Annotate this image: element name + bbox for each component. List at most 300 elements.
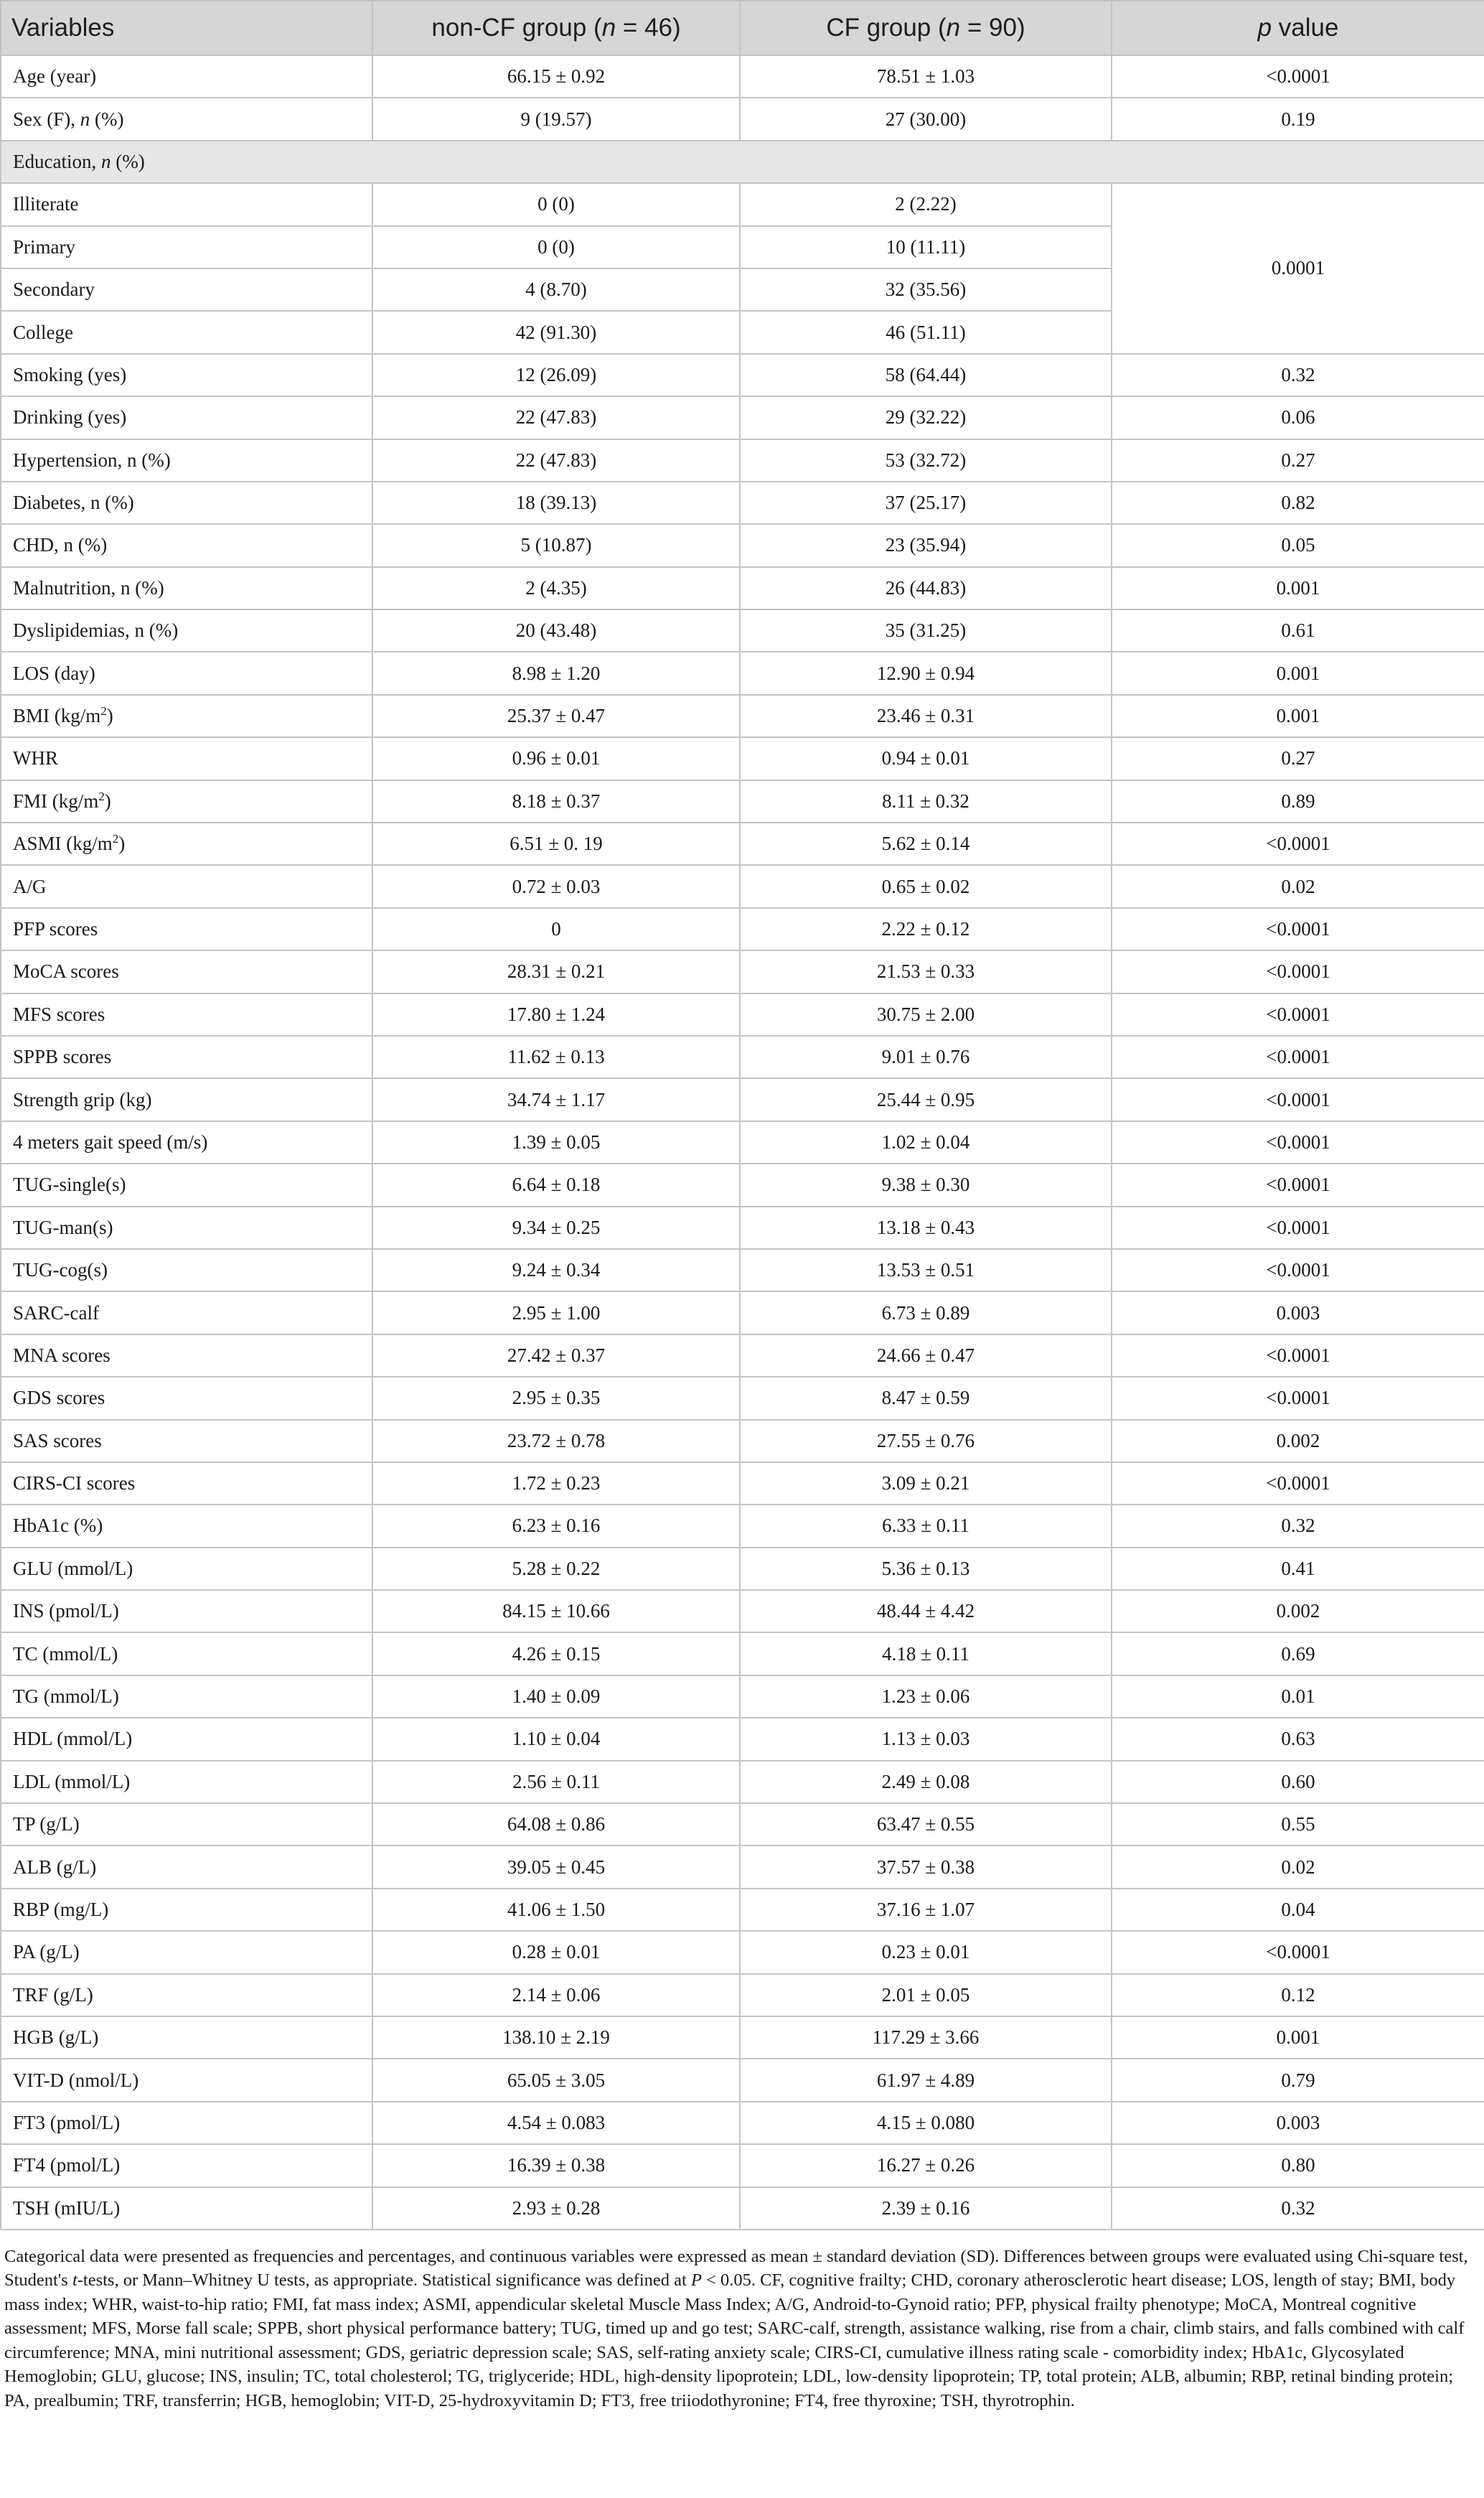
- header-p-value: [1112, 1, 1484, 55]
- header-noncf-group: [372, 1, 740, 55]
- row-variable-text: GDS scores: [13, 1387, 105, 1409]
- row-noncf-value: 1.10 ± 0.04: [372, 1718, 740, 1760]
- table-row: [1, 2187, 1484, 2230]
- row-p-value: 0.27: [1112, 737, 1484, 780]
- row-noncf-value: 0: [372, 908, 740, 950]
- row-noncf-value: 2 (4.35): [372, 567, 740, 609]
- row-cf-value: 23 (35.94): [740, 524, 1112, 566]
- header-cf-n: n: [946, 14, 961, 42]
- sex-label-n: n: [80, 108, 90, 130]
- row-variable-text: ASMI (kg/m: [13, 833, 113, 855]
- row-variable: [1, 1889, 372, 1931]
- row-noncf-value: 1.72 ± 0.23: [372, 1462, 740, 1505]
- row-noncf-value: 5 (10.87): [372, 524, 740, 566]
- row-cf-value: 37 (25.17): [740, 482, 1112, 524]
- row-variable-text: TSH (mIU/L): [13, 2197, 121, 2219]
- row-variable-text: TP (g/L): [13, 1813, 80, 1835]
- row-p-value: 0.02: [1112, 865, 1484, 907]
- row-cf-value: 2 (2.22): [740, 183, 1112, 225]
- row-variable-text: TRF (g/L): [13, 1983, 93, 2006]
- table-row: [1, 482, 1484, 524]
- row-p-value: <0.0001: [1112, 55, 1484, 98]
- row-cf-value: 37.57 ± 0.38: [740, 1846, 1112, 1888]
- row-p-value: 0.89: [1112, 780, 1484, 823]
- row-noncf-value: 28.31 ± 0.21: [372, 950, 740, 993]
- row-variable-text: GLU (mmol/L): [13, 1557, 133, 1579]
- row-variable: [1, 2102, 372, 2144]
- row-variable: [1, 1675, 372, 1718]
- header-noncf-prefix: non-CF group (: [431, 14, 602, 42]
- row-noncf-value: 0 (0): [372, 226, 740, 268]
- education-label-n: n: [100, 150, 111, 172]
- table-row: [1, 1249, 1484, 1291]
- row-p-value: 0.61: [1112, 609, 1484, 652]
- footnote-part3: < 0.05. CF, cognitive frailty; CHD, coronary atherosclerotic heart disease; LOS, length of stay; BMI, body mass index; WHR, waist-to-hip ratio; FMI, fat mass index; ASMI, appendicular skeletal Muscle Mass Index; A/G, Android-to-Gynoid ratio; PFP, physical frailty phenotype; MoCA, Montreal cognitive assessment; MFS, Morse fall scale; SPPB, short physical performance battery; TUG, timed up and go test; SARC-calf, strength, assistance walking, rise from a chair, climb stairs, and falls combined with calf circumference; MNA, mini nutritional assessment; GDS, geriatric depression scale; SAS, self-rating anxiety scale; CIRS-CI, cumulative illness rating scale - comorbidity index; HbA1c, Glycosylated Hemoglobin; GLU, glucose; INS, insulin; TC, total cholesterol; TG, triglyceride; HDL, high-density lipoprotein; LDL, low-density lipoprotein; TP, total protein; ALB, albumin; RBP, retinal binding protein; PA, prealbumin; TRF, transferrin; HGB, hemoglobin; VIT-D, 25-hydroxyvitamin D; FT3, free triiodothyronine; FT4, free thyroxine; TSH, thyrotrophin.: [4, 2270, 1465, 2410]
- row-p-value: 0.002: [1112, 1590, 1484, 1632]
- row-variable-text: SAS scores: [13, 1429, 102, 1451]
- row-cf-value: 16.27 ± 0.26: [740, 2144, 1112, 2186]
- row-noncf-value: 64.08 ± 0.86: [372, 1803, 740, 1846]
- row-p-value: <0.0001: [1112, 993, 1484, 1036]
- row-variable: [1, 1249, 372, 1291]
- row-cf-value: 25.44 ± 0.95: [740, 1078, 1112, 1121]
- row-noncf-value: 9 (19.57): [372, 98, 740, 140]
- table-row: [1, 1846, 1484, 1888]
- row-cf-value: 78.51 ± 1.03: [740, 55, 1112, 98]
- table-row: [1, 1207, 1484, 1249]
- row-cf-value: 53 (32.72): [740, 439, 1112, 482]
- row-noncf-value: 4 (8.70): [372, 268, 740, 311]
- table-row: [1, 1548, 1484, 1590]
- row-variable-text: FT3 (pmol/L): [13, 2111, 121, 2133]
- row-variable: [1, 1036, 372, 1078]
- row-noncf-value: 1.40 ± 0.09: [372, 1675, 740, 1718]
- table-row: [1, 695, 1484, 737]
- row-noncf-value: 0.96 ± 0.01: [372, 737, 740, 780]
- row-noncf-value: 6.64 ± 0.18: [372, 1164, 740, 1206]
- row-cf-value: 13.18 ± 0.43: [740, 1207, 1112, 1249]
- row-p-value: <0.0001: [1112, 908, 1484, 950]
- table-row: [1, 98, 1484, 140]
- row-variable-text: WHR: [13, 747, 58, 769]
- table-row: [1, 1590, 1484, 1632]
- row-variable-text: MoCA scores: [13, 960, 119, 983]
- row-variable-text: MFS scores: [13, 1003, 105, 1025]
- table-row: [1, 183, 1484, 225]
- table-row: [1, 950, 1484, 993]
- row-variable-suffix: ): [118, 833, 126, 855]
- row-p-value: 0.05: [1112, 524, 1484, 566]
- row-noncf-value: 12 (26.09): [372, 354, 740, 396]
- table-row: [1, 1164, 1484, 1206]
- row-variable-text: HGB (g/L): [13, 2026, 99, 2049]
- table-row: [1, 652, 1484, 694]
- row-noncf-value: 9.34 ± 0.25: [372, 1207, 740, 1249]
- row-variable: [1, 2016, 372, 2059]
- row-variable-text: TUG-cog(s): [13, 1259, 108, 1281]
- row-variable: College: [1, 311, 372, 353]
- row-cf-value: 8.47 ± 0.59: [740, 1377, 1112, 1419]
- row-p-value: 0.001: [1112, 2016, 1484, 2059]
- row-noncf-value: 23.72 ± 0.78: [372, 1420, 740, 1462]
- footnote-p: P: [690, 2270, 702, 2291]
- header-noncf-suffix: = 46): [616, 14, 681, 42]
- row-noncf-value: 6.23 ± 0.16: [372, 1505, 740, 1547]
- row-noncf-value: 4.54 ± 0.083: [372, 2102, 740, 2144]
- row-p-value: <0.0001: [1112, 1249, 1484, 1291]
- row-noncf-value: 20 (43.48): [372, 609, 740, 652]
- table-row: [1, 1078, 1484, 1121]
- row-p-value: <0.0001: [1112, 823, 1484, 865]
- row-variable: [1, 1718, 372, 1760]
- row-p-value: 0.80: [1112, 2144, 1484, 2186]
- header-variables: Variables: [1, 1, 372, 55]
- row-cf-value: 26 (44.83): [740, 567, 1112, 609]
- footnote-part1: Categorical data were presented as frequencies and percentages, and continuous variables were expressed as mean ± standard deviation (SD). Differences between groups were evaluated using Chi-square test, Student's: [4, 2246, 1468, 2291]
- footnote-part2: -tests, or Mann–Whitney U tests, as appropriate. Statistical significance was defined at: [77, 2270, 691, 2291]
- row-variable-text: BMI (kg/m: [13, 705, 101, 727]
- row-cf-value: 6.73 ± 0.89: [740, 1291, 1112, 1334]
- row-variable: [1, 993, 372, 1036]
- row-variable: [1, 1761, 372, 1803]
- row-noncf-value: 27.42 ± 0.37: [372, 1334, 740, 1377]
- row-variable: [1, 2059, 372, 2101]
- row-variable-text: A/G: [13, 875, 47, 897]
- row-variable-text: TUG-single(s): [13, 1174, 126, 1196]
- row-p-value: 0.19: [1112, 98, 1484, 140]
- table-body: [1, 55, 1484, 2230]
- row-p-value: 0.79: [1112, 2059, 1484, 2101]
- row-cf-value: 13.53 ± 0.51: [740, 1249, 1112, 1291]
- row-variable-text: INS (pmol/L): [13, 1600, 119, 1622]
- row-noncf-value: 41.06 ± 1.50: [372, 1889, 740, 1931]
- row-variable-superscript: 2: [112, 832, 119, 846]
- row-variable-suffix: ): [106, 705, 113, 727]
- row-p-value: <0.0001: [1112, 950, 1484, 993]
- row-noncf-value: 2.95 ± 1.00: [372, 1291, 740, 1334]
- table-row: [1, 1291, 1484, 1334]
- row-cf-value: 9.01 ± 0.76: [740, 1036, 1112, 1078]
- row-cf-value: 0.23 ± 0.01: [740, 1931, 1112, 1973]
- header-noncf-n: n: [601, 14, 616, 42]
- row-cf-value: 2.49 ± 0.08: [740, 1761, 1112, 1803]
- row-p-value: 0.32: [1112, 1505, 1484, 1547]
- row-noncf-value: 0 (0): [372, 183, 740, 225]
- row-variable: [1, 823, 372, 865]
- row-p-value: 0.06: [1112, 396, 1484, 439]
- table-row: [1, 1761, 1484, 1803]
- row-p-value: 0.02: [1112, 1846, 1484, 1888]
- row-cf-value: 1.23 ± 0.06: [740, 1675, 1112, 1718]
- row-p-value: 0.001: [1112, 567, 1484, 609]
- table-row: [1, 780, 1484, 823]
- row-p-value: 0.60: [1112, 1761, 1484, 1803]
- row-variable: Illiterate: [1, 183, 372, 225]
- header-p-suffix: value: [1272, 14, 1339, 42]
- row-variable-text: 4 meters gait speed (m/s): [13, 1131, 208, 1153]
- row-p-value: 0.04: [1112, 1889, 1484, 1931]
- education-label-prefix: Education,: [13, 150, 101, 172]
- education-section-row: [1, 141, 1484, 183]
- row-cf-value: 27 (30.00): [740, 98, 1112, 140]
- row-variable: [1, 1377, 372, 1419]
- row-variable-text: RBP (mg/L): [13, 1898, 109, 1920]
- row-cf-value: 8.11 ± 0.32: [740, 780, 1112, 823]
- table-row: [1, 865, 1484, 907]
- row-cf-value: 1.13 ± 0.03: [740, 1718, 1112, 1760]
- row-variable-text: TC (mmol/L): [13, 1642, 118, 1665]
- row-variable-text: VIT-D (nmol/L): [13, 2069, 139, 2091]
- table-row: [1, 354, 1484, 396]
- table-row: [1, 993, 1484, 1036]
- row-cf-value: 9.38 ± 0.30: [740, 1164, 1112, 1206]
- table-row: [1, 1377, 1484, 1419]
- row-variable: [1, 1121, 372, 1164]
- row-cf-value: 48.44 ± 4.42: [740, 1590, 1112, 1632]
- table-row: [1, 1036, 1484, 1078]
- row-variable: [1, 396, 372, 439]
- row-variable-text: SARC-calf: [13, 1301, 99, 1324]
- table-row: [1, 2016, 1484, 2059]
- row-cf-value: 0.94 ± 0.01: [740, 737, 1112, 780]
- row-p-value: 0.63: [1112, 1718, 1484, 1760]
- row-noncf-value: 34.74 ± 1.17: [372, 1078, 740, 1121]
- row-variable-text: LDL (mmol/L): [13, 1770, 131, 1792]
- row-variable-text: PFP scores: [13, 918, 98, 940]
- row-p-value: <0.0001: [1112, 1036, 1484, 1078]
- row-noncf-value: 0.28 ± 0.01: [372, 1931, 740, 1973]
- row-variable: [1, 695, 372, 737]
- row-variable: Primary: [1, 226, 372, 268]
- row-cf-value: 2.22 ± 0.12: [740, 908, 1112, 950]
- row-variable: [1, 567, 372, 609]
- row-variable: [1, 1505, 372, 1547]
- sex-label-suffix: (%): [90, 108, 124, 130]
- row-p-value: 0.55: [1112, 1803, 1484, 1846]
- table-row: [1, 1889, 1484, 1931]
- row-variable-text: Smoking (yes): [13, 363, 127, 385]
- row-variable: [1, 1334, 372, 1377]
- row-p-value: <0.0001: [1112, 1377, 1484, 1419]
- row-cf-value: 46 (51.11): [740, 311, 1112, 353]
- row-cf-value: 29 (32.22): [740, 396, 1112, 439]
- table-row: [1, 1334, 1484, 1377]
- row-p-value: 0.003: [1112, 2102, 1484, 2144]
- row-variable: [1, 2187, 372, 2230]
- row-variable-text: PA (g/L): [13, 1941, 80, 1963]
- row-p-value: 0.27: [1112, 439, 1484, 482]
- row-p-value: 0.32: [1112, 2187, 1484, 2230]
- row-variable-superscript: 2: [98, 789, 105, 803]
- row-cf-value: 37.16 ± 1.07: [740, 1889, 1112, 1931]
- table-row: [1, 55, 1484, 98]
- row-p-value: <0.0001: [1112, 1334, 1484, 1377]
- row-p-value: 0.32: [1112, 354, 1484, 396]
- row-variable: [1, 1974, 372, 2016]
- row-noncf-value: 4.26 ± 0.15: [372, 1632, 740, 1675]
- row-variable: [1, 780, 372, 823]
- table-row: [1, 439, 1484, 482]
- row-variable: [1, 652, 372, 694]
- row-variable-text: LOS (day): [13, 662, 95, 684]
- row-variable: [1, 482, 372, 524]
- row-p-value: 0.82: [1112, 482, 1484, 524]
- row-noncf-value: 5.28 ± 0.22: [372, 1548, 740, 1590]
- row-noncf-value: 2.14 ± 0.06: [372, 1974, 740, 2016]
- row-p-value: 0.001: [1112, 652, 1484, 694]
- row-variable: [1, 1078, 372, 1121]
- row-cf-value: 35 (31.25): [740, 609, 1112, 652]
- row-variable: [1, 1803, 372, 1846]
- row-p-value: <0.0001: [1112, 1078, 1484, 1121]
- row-noncf-value: 0.72 ± 0.03: [372, 865, 740, 907]
- footnote-t: t: [72, 2270, 78, 2291]
- row-variable: [1, 98, 372, 140]
- row-cf-value: 27.55 ± 0.76: [740, 1420, 1112, 1462]
- row-cf-value: 63.47 ± 0.55: [740, 1803, 1112, 1846]
- row-cf-value: 30.75 ± 2.00: [740, 993, 1112, 1036]
- table-row: [1, 1718, 1484, 1760]
- header-row: [1, 1, 1484, 55]
- table-row: [1, 567, 1484, 609]
- row-variable-text: FMI (kg/m: [13, 790, 99, 812]
- row-variable: Age (year): [1, 55, 372, 98]
- row-variable-suffix: ): [104, 790, 111, 812]
- row-variable: [1, 524, 372, 566]
- table-row: [1, 2102, 1484, 2144]
- row-variable-text: Dyslipidemias, n (%): [13, 619, 179, 642]
- row-noncf-value: 25.37 ± 0.47: [372, 695, 740, 737]
- row-variable-text: FT4 (pmol/L): [13, 2154, 121, 2176]
- row-noncf-value: 16.39 ± 0.38: [372, 2144, 740, 2186]
- row-cf-value: 4.15 ± 0.080: [740, 2102, 1112, 2144]
- row-variable-text: HbA1c (%): [13, 1515, 103, 1537]
- row-noncf-value: 18 (39.13): [372, 482, 740, 524]
- row-p-value: <0.0001: [1112, 1931, 1484, 1973]
- row-noncf-value: 17.80 ± 1.24: [372, 993, 740, 1036]
- row-cf-value: 23.46 ± 0.31: [740, 695, 1112, 737]
- row-noncf-value: 6.51 ± 0. 19: [372, 823, 740, 865]
- row-variable-text: TUG-man(s): [13, 1216, 113, 1238]
- row-noncf-value: 66.15 ± 0.92: [372, 55, 740, 98]
- row-variable: [1, 1548, 372, 1590]
- row-variable-text: Drinking (yes): [13, 406, 127, 429]
- row-cf-value: 5.62 ± 0.14: [740, 823, 1112, 865]
- table-row: [1, 524, 1484, 566]
- row-noncf-value: 2.56 ± 0.11: [372, 1761, 740, 1803]
- row-cf-value: 58 (64.44): [740, 354, 1112, 396]
- row-p-value: <0.0001: [1112, 1121, 1484, 1164]
- row-noncf-value: 22 (47.83): [372, 396, 740, 439]
- table-row: [1, 1505, 1484, 1547]
- row-variable-text: SPPB scores: [13, 1046, 112, 1068]
- row-variable: [1, 1291, 372, 1334]
- row-variable: [1, 439, 372, 482]
- row-variable: [1, 1632, 372, 1675]
- row-cf-value: 61.97 ± 4.89: [740, 2059, 1112, 2101]
- row-variable-text: HDL (mmol/L): [13, 1728, 133, 1750]
- row-noncf-value: 65.05 ± 3.05: [372, 2059, 740, 2101]
- row-noncf-value: 8.98 ± 1.20: [372, 652, 740, 694]
- row-noncf-value: 84.15 ± 10.66: [372, 1590, 740, 1632]
- row-cf-value: 2.39 ± 0.16: [740, 2187, 1112, 2230]
- table-row: [1, 2144, 1484, 2186]
- row-cf-value: 6.33 ± 0.11: [740, 1505, 1112, 1547]
- row-variable: Secondary: [1, 268, 372, 311]
- row-variable-superscript: 2: [100, 704, 107, 719]
- row-p-value: 0.003: [1112, 1291, 1484, 1334]
- row-noncf-value: 8.18 ± 0.37: [372, 780, 740, 823]
- row-noncf-value: 1.39 ± 0.05: [372, 1121, 740, 1164]
- row-noncf-value: 11.62 ± 0.13: [372, 1036, 740, 1078]
- row-noncf-value: 42 (91.30): [372, 311, 740, 353]
- row-cf-value: 3.09 ± 0.21: [740, 1462, 1112, 1505]
- row-variable: [1, 1590, 372, 1632]
- row-noncf-value: 2.95 ± 0.35: [372, 1377, 740, 1419]
- table-row: [1, 1931, 1484, 1973]
- row-variable: [1, 354, 372, 396]
- row-noncf-value: 2.93 ± 0.28: [372, 2187, 740, 2230]
- row-cf-value: 1.02 ± 0.04: [740, 1121, 1112, 1164]
- row-variable: [1, 1164, 372, 1206]
- table-row: [1, 1803, 1484, 1846]
- row-variable: [1, 1207, 372, 1249]
- row-cf-value: 0.65 ± 0.02: [740, 865, 1112, 907]
- row-p-value: <0.0001: [1112, 1164, 1484, 1206]
- table-footnote: [0, 2230, 1484, 2413]
- row-variable: [1, 609, 372, 652]
- row-noncf-value: 39.05 ± 0.45: [372, 1846, 740, 1888]
- row-p-value: <0.0001: [1112, 1462, 1484, 1505]
- header-p-italic: p: [1257, 14, 1272, 42]
- header-cf-prefix: CF group (: [826, 14, 947, 42]
- table-row: [1, 908, 1484, 950]
- row-variable-text: CIRS-CI scores: [13, 1472, 136, 1494]
- row-cf-value: 117.29 ± 3.66: [740, 2016, 1112, 2059]
- table-row: [1, 1420, 1484, 1462]
- row-variable: [1, 950, 372, 993]
- row-noncf-value: 138.10 ± 2.19: [372, 2016, 740, 2059]
- row-variable: [1, 1420, 372, 1462]
- row-cf-value: 10 (11.11): [740, 226, 1112, 268]
- table-row: [1, 2059, 1484, 2101]
- sex-label-prefix: Sex (F),: [13, 108, 80, 130]
- row-cf-value: 5.36 ± 0.13: [740, 1548, 1112, 1590]
- row-p-value: 0.002: [1112, 1420, 1484, 1462]
- table-row: [1, 823, 1484, 865]
- row-variable-text: Hypertension, n (%): [13, 449, 171, 471]
- row-variable-text: ALB (g/L): [13, 1856, 97, 1878]
- row-variable: [1, 2144, 372, 2186]
- row-p-value: 0.12: [1112, 1974, 1484, 2016]
- row-cf-value: 12.90 ± 0.94: [740, 652, 1112, 694]
- header-cf-group: [740, 1, 1112, 55]
- row-variable-text: MNA scores: [13, 1344, 111, 1366]
- education-section-label: [1, 141, 1484, 183]
- table-row: [1, 737, 1484, 780]
- row-noncf-value: 22 (47.83): [372, 439, 740, 482]
- table-row: [1, 1121, 1484, 1164]
- education-p-value: 0.0001: [1112, 183, 1484, 354]
- row-variable: [1, 865, 372, 907]
- table-row: [1, 1462, 1484, 1505]
- row-noncf-value: 9.24 ± 0.34: [372, 1249, 740, 1291]
- table-row: [1, 609, 1484, 652]
- row-cf-value: 2.01 ± 0.05: [740, 1974, 1112, 2016]
- row-variable: [1, 1846, 372, 1888]
- table-row: [1, 396, 1484, 439]
- row-variable: [1, 1462, 372, 1505]
